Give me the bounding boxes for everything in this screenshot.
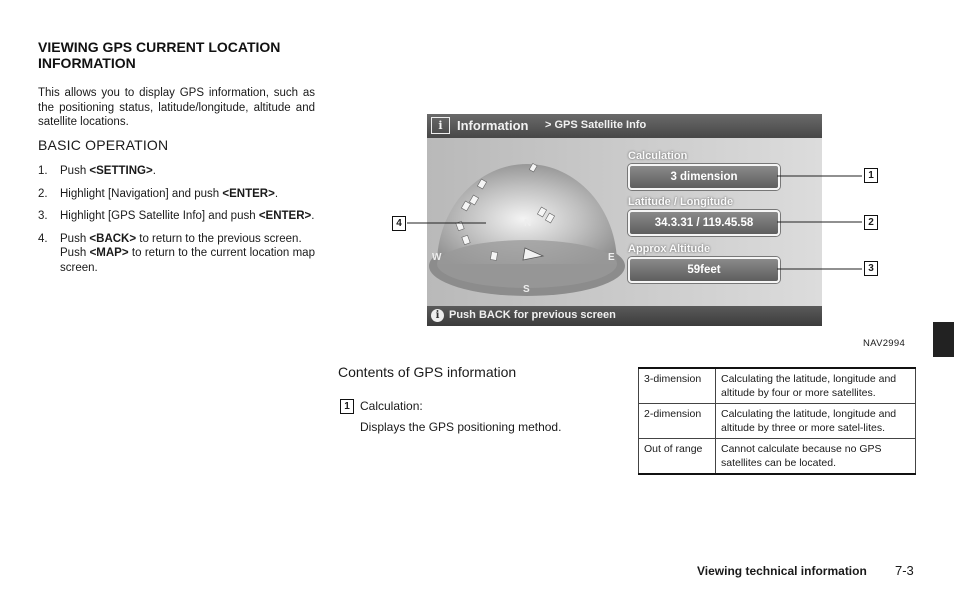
step-1: 1. Push <SETTING>. (38, 165, 156, 177)
section-heading-line2: INFORMATION (38, 55, 136, 71)
page-number: 7-3 (895, 563, 914, 578)
info-circle-icon: i (431, 309, 444, 322)
table-term: 2-dimension (639, 404, 716, 439)
table-row (639, 439, 916, 475)
compass-north: N (524, 218, 532, 229)
image-code: NAV2994 (863, 338, 906, 349)
screen-subtitle: > GPS Satellite Info (545, 119, 647, 131)
latlong-value-box[interactable]: 34.3.31 / 119.45.58 (628, 210, 780, 236)
calculation-item-desc: Displays the GPS positioning method. (360, 420, 562, 434)
step-2: 2. Highlight [Navigation] and push <ENTER>. (38, 187, 279, 200)
table-row (639, 404, 916, 439)
info-icon: i (431, 117, 450, 134)
step-4: 4. Push <BACK> to return to the previous screen. Push <MAP> to return to the current location map screen. (38, 232, 315, 274)
key-map: <MAP> (89, 247, 129, 259)
key-back: <BACK> (89, 232, 137, 245)
table-desc: Calculating the latitude, longitude and altitude by three or more satel-lites. (716, 404, 916, 439)
key-enter: <ENTER> (222, 187, 275, 200)
chapter-tab (933, 322, 954, 357)
intro-paragraph: This allows you to display GPS information, such as the positioning status, latitude/longitude, altitude and satellite locations. (38, 87, 315, 128)
section-heading-line1: VIEWING GPS CURRENT LOCATION (38, 39, 281, 55)
screen-footer-text: Push BACK for previous screen (449, 309, 616, 321)
table-desc: Cannot calculate because no GPS satellites can be located. (716, 439, 916, 475)
callout-4: 4 (392, 216, 406, 231)
altitude-value-box[interactable]: 59feet (628, 257, 780, 283)
calculation-label: Calculation (628, 150, 688, 162)
screen-title: Information (457, 118, 529, 133)
latlong-label: Latitude / Longitude (628, 196, 734, 208)
key-enter: <ENTER> (258, 210, 312, 222)
compass-east: E (608, 252, 615, 263)
altitude-label: Approx Altitude (628, 243, 711, 255)
calculation-value-box[interactable]: 3 dimension (628, 164, 780, 190)
compass-west: W (432, 252, 442, 263)
basic-operation-title: BASIC OPERATION (38, 137, 169, 153)
key-setting: <SETTING> (89, 165, 153, 177)
step-3: 3. Highlight [GPS Satellite Info] and push <ENTER>. (38, 210, 315, 222)
contents-title: Contents of GPS information (338, 364, 517, 380)
footer-section-title: Viewing technical information (697, 564, 867, 578)
contents-callout-1: 1 (340, 399, 354, 414)
callout-1: 1 (864, 168, 878, 183)
calculation-methods-table (638, 367, 916, 475)
compass-south: S (523, 284, 530, 295)
table-term: Out of range (639, 439, 716, 475)
table-row (639, 368, 916, 404)
callout-2: 2 (864, 215, 878, 230)
table-term: 3-dimension (639, 368, 716, 404)
calculation-item-label: Calculation: (360, 399, 423, 413)
callout-3: 3 (864, 261, 878, 276)
table-desc: Calculating the latitude, longitude and altitude by four or more satellites. (716, 368, 916, 404)
